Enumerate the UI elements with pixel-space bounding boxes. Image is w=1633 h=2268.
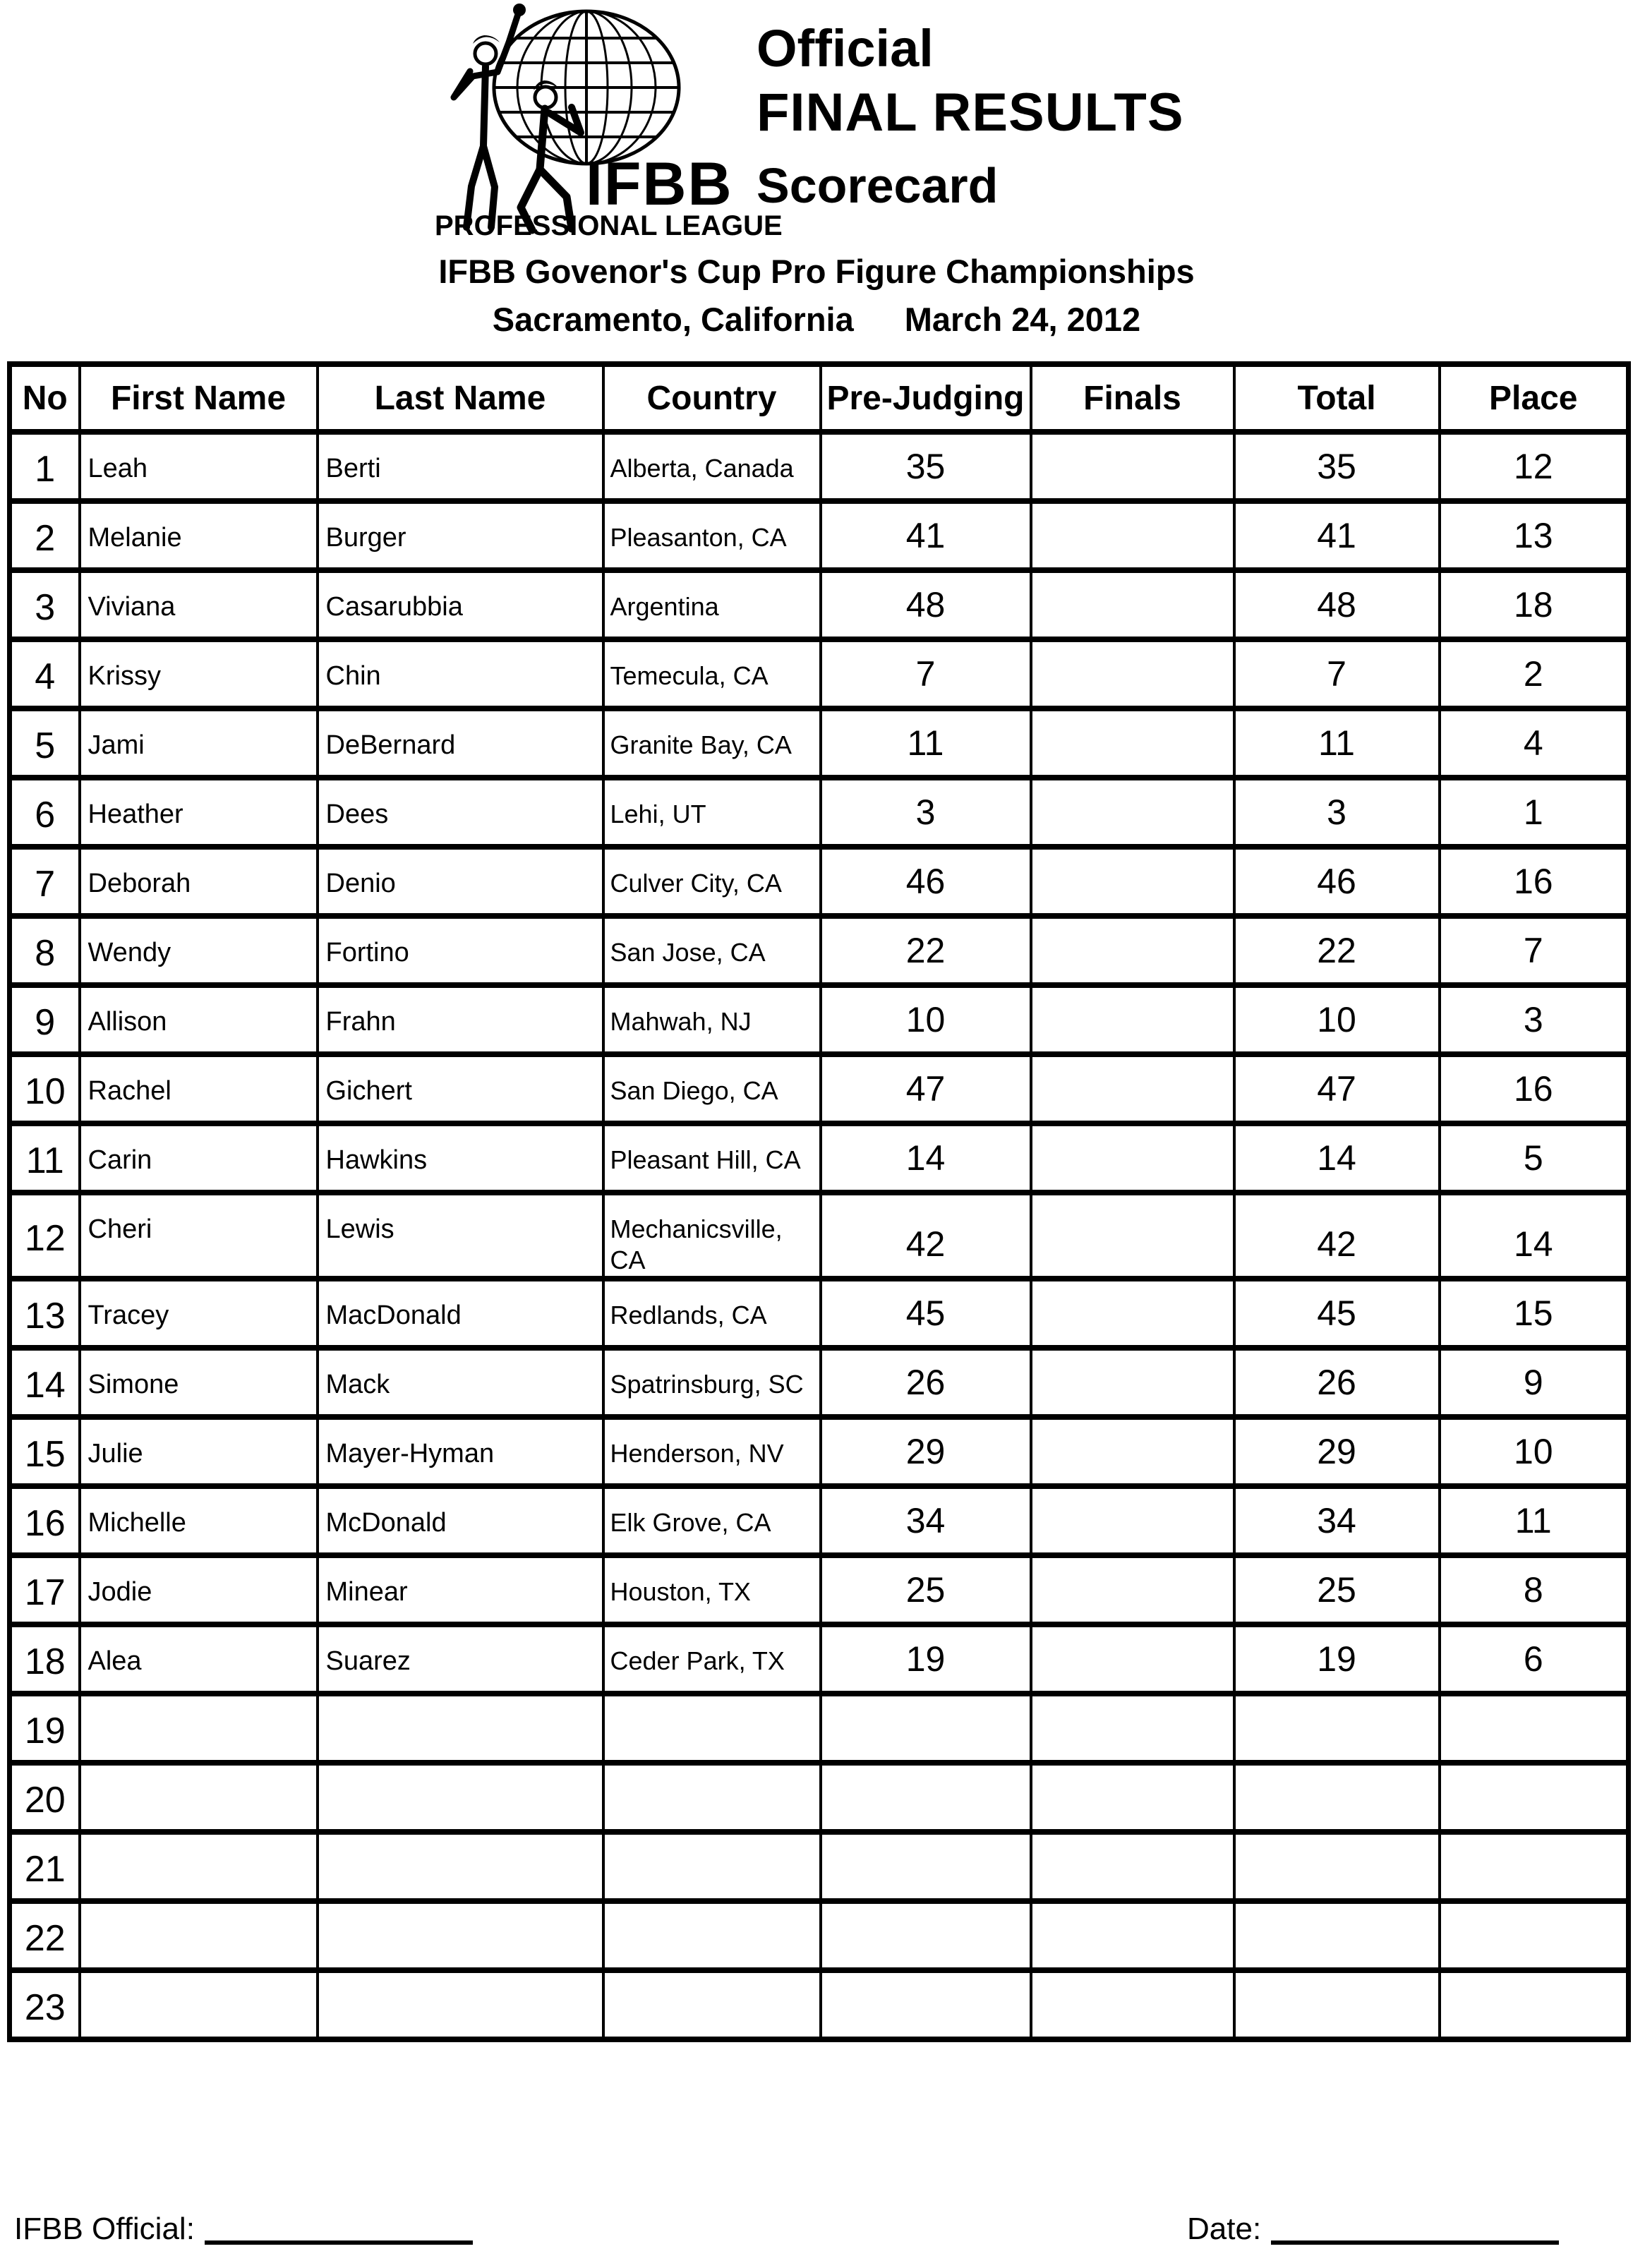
table-row (10, 1763, 1629, 1832)
cell-place: 6 (1440, 1624, 1629, 1694)
cell-place: 9 (1440, 1348, 1629, 1417)
cell-total: 34 (1234, 1486, 1440, 1555)
official-label: Official (757, 19, 934, 78)
cell-country (603, 1763, 821, 1832)
table-row (10, 1694, 1629, 1763)
cell-country: San Diego, CA (603, 1054, 821, 1123)
cell-no: 1 (10, 432, 80, 501)
cell-place: 14 (1440, 1193, 1629, 1279)
cell-place: 5 (1440, 1123, 1629, 1193)
cell-first-name: Carin (80, 1123, 318, 1193)
table-row (10, 1348, 1629, 1417)
cell-first-name: Tracey (80, 1279, 318, 1348)
cell-last-name: Minear (318, 1555, 603, 1624)
cell-place: 13 (1440, 501, 1629, 570)
cell-country: Argentina (603, 570, 821, 639)
cell-no: 23 (10, 1970, 80, 2039)
cell-finals (1031, 1694, 1234, 1763)
cell-first-name: Allison (80, 985, 318, 1054)
column-header: Last Name (318, 364, 603, 432)
cell-first-name: Viviana (80, 570, 318, 639)
cell-pre-judging (821, 1901, 1031, 1970)
cell-place (1440, 1832, 1629, 1901)
cell-total: 48 (1234, 570, 1440, 639)
cell-pre-judging: 19 (821, 1624, 1031, 1694)
date-signature-label: Date: (1187, 2212, 1262, 2246)
cell-place (1440, 1763, 1629, 1832)
cell-country: San Jose, CA (603, 916, 821, 985)
cell-finals (1031, 639, 1234, 708)
final-results-label: FINAL RESULTS (757, 83, 1184, 143)
cell-pre-judging: 11 (821, 708, 1031, 778)
cell-country (603, 1832, 821, 1901)
cell-place: 12 (1440, 432, 1629, 501)
event-title: IFBB Govenor's Cup Pro Figure Championships (438, 253, 1195, 290)
cell-pre-judging: 22 (821, 916, 1031, 985)
cell-place: 2 (1440, 639, 1629, 708)
cell-place: 1 (1440, 778, 1629, 847)
cell-first-name: Jodie (80, 1555, 318, 1624)
cell-place: 3 (1440, 985, 1629, 1054)
cell-last-name: DeBernard (318, 708, 603, 778)
ifbb-logo-text: IFBB (586, 150, 733, 218)
cell-no: 20 (10, 1763, 80, 1832)
cell-finals (1031, 1555, 1234, 1624)
cell-place: 8 (1440, 1555, 1629, 1624)
column-header: No (10, 364, 80, 432)
table-row (10, 985, 1629, 1054)
cell-first-name: Melanie (80, 501, 318, 570)
cell-total: 35 (1234, 432, 1440, 501)
cell-last-name (318, 1901, 603, 1970)
cell-finals (1031, 1054, 1234, 1123)
cell-first-name (80, 1832, 318, 1901)
cell-last-name: Gichert (318, 1054, 603, 1123)
cell-finals (1031, 847, 1234, 916)
cell-total: 26 (1234, 1348, 1440, 1417)
cell-total: 22 (1234, 916, 1440, 985)
cell-pre-judging: 35 (821, 432, 1031, 501)
cell-place: 7 (1440, 916, 1629, 985)
cell-no: 13 (10, 1279, 80, 1348)
cell-no: 8 (10, 916, 80, 985)
cell-pre-judging: 3 (821, 778, 1031, 847)
cell-finals (1031, 1763, 1234, 1832)
cell-total (1234, 1694, 1440, 1763)
cell-last-name: Hawkins (318, 1123, 603, 1193)
cell-last-name (318, 1832, 603, 1901)
cell-pre-judging: 34 (821, 1486, 1031, 1555)
kneeling-figure-icon (521, 80, 581, 230)
cell-country: Elk Grove, CA (603, 1486, 821, 1555)
cell-finals (1031, 1901, 1234, 1970)
cell-no: 16 (10, 1486, 80, 1555)
cell-finals (1031, 916, 1234, 985)
table-row (10, 432, 1629, 501)
cell-pre-judging: 47 (821, 1054, 1031, 1123)
cell-total: 10 (1234, 985, 1440, 1054)
cell-no: 6 (10, 778, 80, 847)
cell-country: Redlands, CA (603, 1279, 821, 1348)
cell-first-name (80, 1763, 318, 1832)
table-row (10, 1832, 1629, 1901)
results-table (7, 361, 1631, 2042)
cell-total: 42 (1234, 1193, 1440, 1279)
event-location: Sacramento, California (492, 301, 854, 338)
cell-first-name: Leah (80, 432, 318, 501)
cell-no: 15 (10, 1417, 80, 1486)
table-row (10, 501, 1629, 570)
cell-total (1234, 1970, 1440, 2039)
cell-country: Houston, TX (603, 1555, 821, 1624)
cell-last-name: Suarez (318, 1624, 603, 1694)
cell-last-name: Mack (318, 1348, 603, 1417)
cell-last-name: Chin (318, 639, 603, 708)
cell-no: 17 (10, 1555, 80, 1624)
column-header: Total (1234, 364, 1440, 432)
cell-pre-judging: 14 (821, 1123, 1031, 1193)
cell-no: 10 (10, 1054, 80, 1123)
scorecard-label: Scorecard (757, 158, 999, 213)
cell-place (1440, 1694, 1629, 1763)
cell-last-name (318, 1970, 603, 2039)
cell-first-name: Alea (80, 1624, 318, 1694)
cell-country: Lehi, UT (603, 778, 821, 847)
cell-country: Pleasanton, CA (603, 501, 821, 570)
date-signature (1187, 2212, 1559, 2247)
cell-total: 14 (1234, 1123, 1440, 1193)
table-row (10, 1486, 1629, 1555)
cell-no: 19 (10, 1694, 80, 1763)
cell-finals (1031, 1279, 1234, 1348)
cell-total: 25 (1234, 1555, 1440, 1624)
cell-total (1234, 1763, 1440, 1832)
cell-place (1440, 1901, 1629, 1970)
cell-no: 14 (10, 1348, 80, 1417)
cell-country: Pleasant Hill, CA (603, 1123, 821, 1193)
cell-first-name: Rachel (80, 1054, 318, 1123)
cell-country (603, 1970, 821, 2039)
cell-pre-judging (821, 1832, 1031, 1901)
table-row (10, 1123, 1629, 1193)
table-row (10, 708, 1629, 778)
cell-country (603, 1901, 821, 1970)
cell-place: 16 (1440, 847, 1629, 916)
table-row (10, 1970, 1629, 2039)
cell-finals (1031, 1417, 1234, 1486)
cell-total: 29 (1234, 1417, 1440, 1486)
cell-no: 12 (10, 1193, 80, 1279)
cell-last-name (318, 1694, 603, 1763)
cell-finals (1031, 985, 1234, 1054)
cell-country: Temecula, CA (603, 639, 821, 708)
cell-country: Alberta, Canada (603, 432, 821, 501)
column-header: Finals (1031, 364, 1234, 432)
cell-country (603, 1694, 821, 1763)
cell-no: 22 (10, 1901, 80, 1970)
cell-place: 11 (1440, 1486, 1629, 1555)
cell-no: 2 (10, 501, 80, 570)
cell-no: 3 (10, 570, 80, 639)
cell-country: Granite Bay, CA (603, 708, 821, 778)
cell-pre-judging: 29 (821, 1417, 1031, 1486)
cell-last-name: Berti (318, 432, 603, 501)
cell-total: 47 (1234, 1054, 1440, 1123)
globe-icon (494, 11, 679, 164)
cell-finals (1031, 1193, 1234, 1279)
cell-first-name: Julie (80, 1417, 318, 1486)
cell-country: Henderson, NV (603, 1417, 821, 1486)
cell-last-name: Burger (318, 501, 603, 570)
cell-country: Mahwah, NJ (603, 985, 821, 1054)
cell-pre-judging: 10 (821, 985, 1031, 1054)
cell-first-name: Wendy (80, 916, 318, 985)
cell-last-name: Fortino (318, 916, 603, 985)
official-signature-line (205, 2240, 473, 2245)
cell-finals (1031, 432, 1234, 501)
cell-place: 18 (1440, 570, 1629, 639)
cell-first-name: Jami (80, 708, 318, 778)
cell-finals (1031, 1123, 1234, 1193)
cell-total: 7 (1234, 639, 1440, 708)
event-subtitle (0, 299, 1633, 341)
cell-last-name: MacDonald (318, 1279, 603, 1348)
cell-no: 11 (10, 1123, 80, 1193)
cell-finals (1031, 1970, 1234, 2039)
cell-no: 18 (10, 1624, 80, 1694)
cell-finals (1031, 570, 1234, 639)
cell-finals (1031, 501, 1234, 570)
cell-first-name (80, 1970, 318, 2039)
cell-pre-judging (821, 1970, 1031, 2039)
cell-total (1234, 1832, 1440, 1901)
cell-total: 45 (1234, 1279, 1440, 1348)
official-signature (14, 2212, 473, 2247)
cell-pre-judging: 26 (821, 1348, 1031, 1417)
column-header: Country (603, 364, 821, 432)
cell-no: 4 (10, 639, 80, 708)
cell-country: Spatrinsburg, SC (603, 1348, 821, 1417)
cell-pre-judging: 48 (821, 570, 1031, 639)
cell-first-name: Simone (80, 1348, 318, 1417)
cell-no: 21 (10, 1832, 80, 1901)
table-row (10, 1555, 1629, 1624)
cell-no: 9 (10, 985, 80, 1054)
footer (0, 2212, 1633, 2268)
table-row (10, 1054, 1629, 1123)
event-date: March 24, 2012 (904, 301, 1141, 338)
cell-country: Culver City, CA (603, 847, 821, 916)
cell-finals (1031, 778, 1234, 847)
cell-pre-judging: 25 (821, 1555, 1031, 1624)
official-signature-label: IFBB Official: (14, 2212, 195, 2246)
table-row (10, 1193, 1629, 1279)
table-row (10, 639, 1629, 708)
column-header: Pre-Judging (821, 364, 1031, 432)
cell-pre-judging (821, 1694, 1031, 1763)
cell-last-name: Denio (318, 847, 603, 916)
cell-finals (1031, 1624, 1234, 1694)
cell-last-name: Mayer-Hyman (318, 1417, 603, 1486)
cell-no: 5 (10, 708, 80, 778)
cell-finals (1031, 1486, 1234, 1555)
cell-country: Mechanicsville, CA (603, 1193, 821, 1279)
column-header: Place (1440, 364, 1629, 432)
cell-total: 46 (1234, 847, 1440, 916)
cell-pre-judging (821, 1763, 1031, 1832)
cell-pre-judging: 41 (821, 501, 1031, 570)
cell-first-name (80, 1694, 318, 1763)
column-header: First Name (80, 364, 318, 432)
cell-place: 15 (1440, 1279, 1629, 1348)
cell-total (1234, 1901, 1440, 1970)
cell-place: 4 (1440, 708, 1629, 778)
cell-last-name: Dees (318, 778, 603, 847)
cell-first-name: Michelle (80, 1486, 318, 1555)
cell-first-name: Heather (80, 778, 318, 847)
cell-last-name: Lewis (318, 1193, 603, 1279)
cell-finals (1031, 1348, 1234, 1417)
cell-total: 19 (1234, 1624, 1440, 1694)
cell-total: 3 (1234, 778, 1440, 847)
cell-first-name: Deborah (80, 847, 318, 916)
cell-first-name (80, 1901, 318, 1970)
header-row (10, 364, 1629, 432)
cell-place (1440, 1970, 1629, 2039)
table-row (10, 1279, 1629, 1348)
table-row (10, 778, 1629, 847)
cell-pre-judging: 45 (821, 1279, 1031, 1348)
professional-league-text: PROFESSIONAL LEAGUE (435, 210, 783, 241)
table-row (10, 916, 1629, 985)
cell-pre-judging: 46 (821, 847, 1031, 916)
results-body (10, 432, 1629, 2039)
cell-country: Ceder Park, TX (603, 1624, 821, 1694)
table-row (10, 1901, 1629, 1970)
date-signature-line (1271, 2240, 1559, 2245)
cell-first-name: Krissy (80, 639, 318, 708)
cell-pre-judging: 7 (821, 639, 1031, 708)
cell-total: 11 (1234, 708, 1440, 778)
cell-last-name: Frahn (318, 985, 603, 1054)
table-row (10, 847, 1629, 916)
cell-place: 10 (1440, 1417, 1629, 1486)
cell-finals (1031, 708, 1234, 778)
table-row (10, 1417, 1629, 1486)
cell-total: 41 (1234, 501, 1440, 570)
cell-last-name (318, 1763, 603, 1832)
cell-last-name: McDonald (318, 1486, 603, 1555)
table-row (10, 1624, 1629, 1694)
cell-place: 16 (1440, 1054, 1629, 1123)
cell-first-name: Cheri (80, 1193, 318, 1279)
cell-no: 7 (10, 847, 80, 916)
table-row (10, 570, 1629, 639)
cell-pre-judging: 42 (821, 1193, 1031, 1279)
cell-finals (1031, 1832, 1234, 1901)
cell-last-name: Casarubbia (318, 570, 603, 639)
